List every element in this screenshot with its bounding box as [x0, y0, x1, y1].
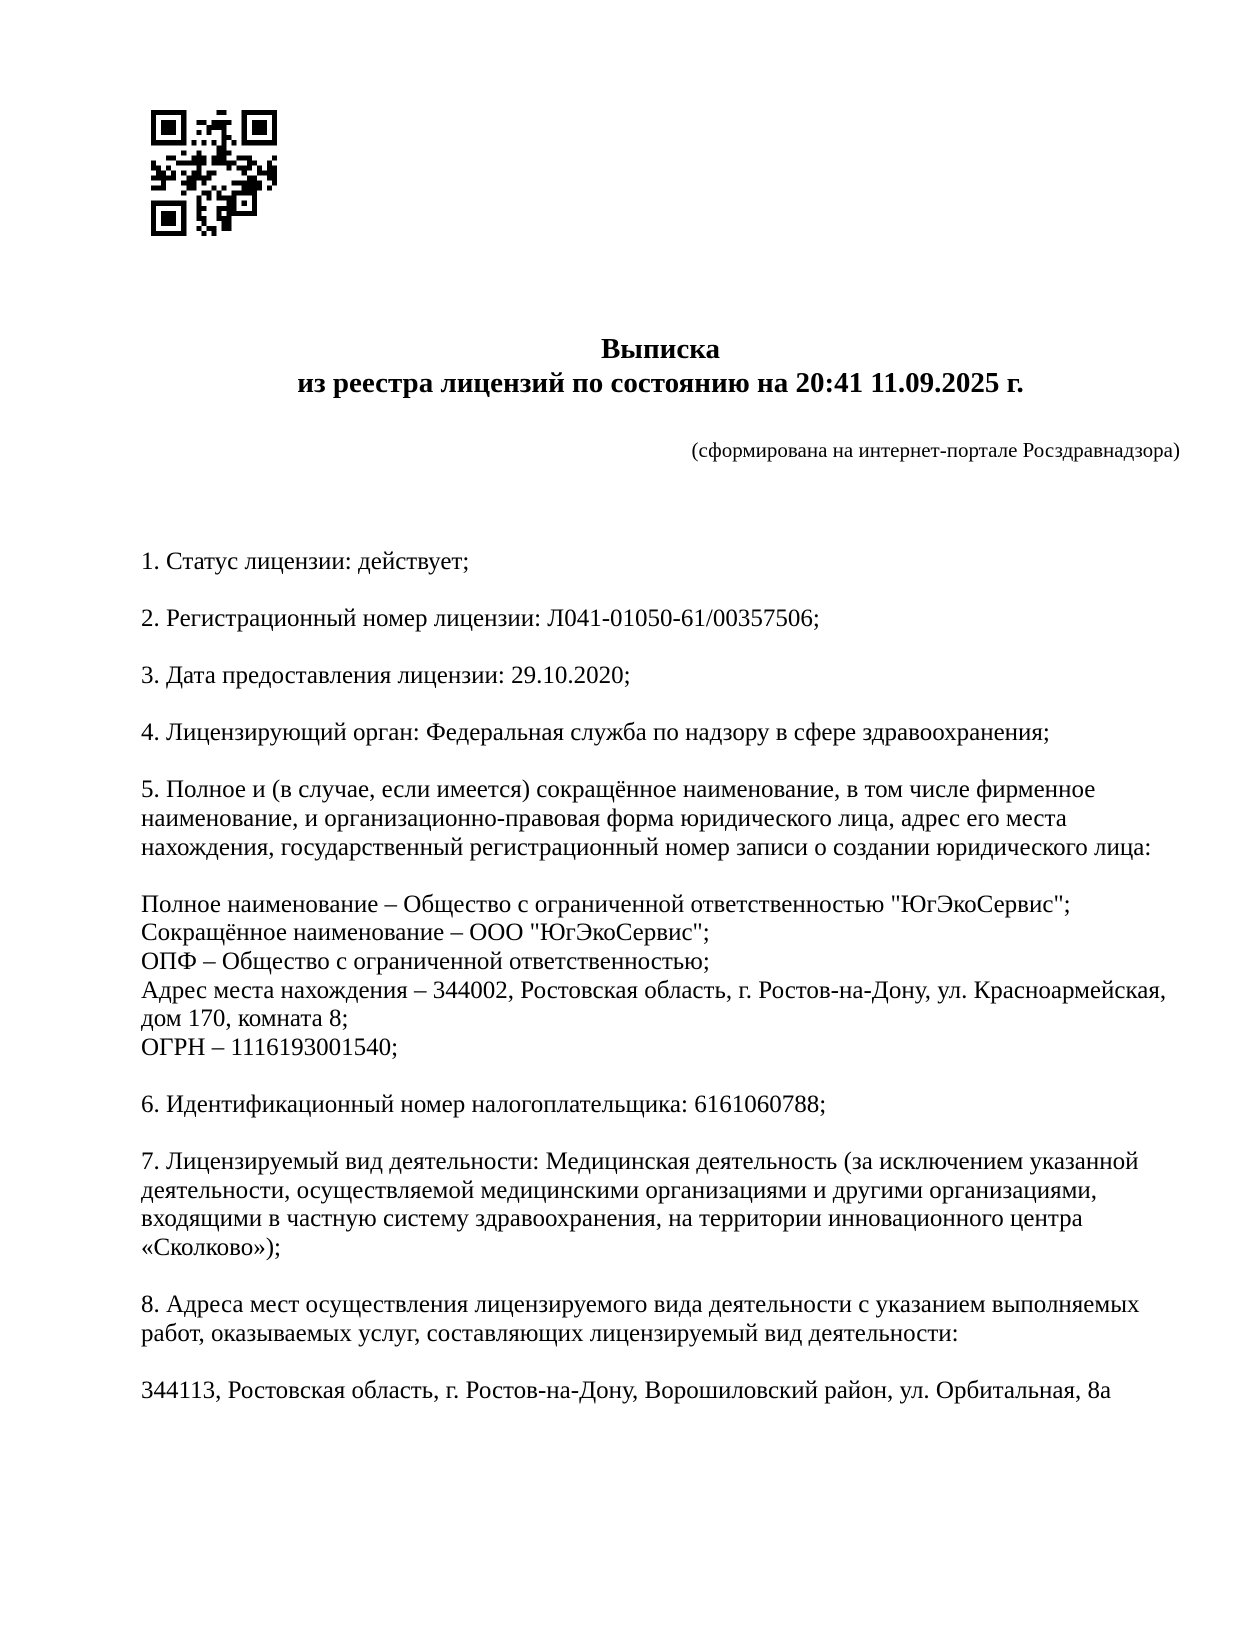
address-line: Адрес места нахождения – 344002, Ростовская область, г. Ростов-на-Дону, ул. Красноармейская,: [141, 976, 1167, 1004]
text-line: входящими в частную систему здравоохранения, на территории инновационного центра: [141, 1205, 1083, 1233]
legal-form-line: ОПФ – Общество с ограниченной ответственностью;: [141, 947, 710, 975]
text-line: 8. Адреса мест осуществления лицензируемого вида деятельности с указанием выполняемых: [141, 1291, 1140, 1319]
document-subtitle: (сформирована на интернет-портале Росздравнадзора): [691, 438, 1180, 462]
short-name-line: Сокращённое наименование – ООО "ЮгЭкоСервис";: [141, 919, 710, 947]
text-line: 5. Полное и (в случае, если имеется) сокращённое наименование, в том числе фирменное: [141, 776, 1096, 804]
text-line: 6. Идентификационный номер налогоплательщика: 6161060788;: [141, 1090, 827, 1118]
ogrn-line: ОГРН – 1116193001540;: [141, 1033, 399, 1061]
text-line: работ, оказываемых услуг, составляющих лицензируемый вид деятельности:: [141, 1319, 959, 1347]
text-line: 4. Лицензирующий орган: Федеральная служба по надзору в сфере здравоохранения;: [141, 719, 1050, 747]
title-line-2: из реестра лицензий по состоянию на 20:41 11.09.2025 г.: [297, 367, 1024, 399]
text-line: нахождения, государственный регистрационный номер записи о создании юридического лица:: [141, 833, 1152, 861]
text-line: 7. Лицензируемый вид деятельности: Медицинская деятельность (за исключением указанной: [141, 1148, 1139, 1176]
text-line: 1. Статус лицензии: действует;: [141, 547, 470, 575]
text-line: 344113, Ростовская область, г. Ростов-на-Дону, Ворошиловский район, ул. Орбитальная, 8а: [141, 1376, 1112, 1404]
full-name-line: Полное наименование – Общество с ограниченной ответственностью "ЮгЭкоСервис";: [141, 890, 1071, 918]
address-line: дом 170, комната 8;: [141, 1005, 349, 1033]
document-title: [141, 332, 1180, 400]
document-body: [141, 519, 1180, 1434]
text-line: наименование, и организационно-правовая форма юридического лица, адрес его места: [141, 804, 1067, 832]
title-line-1: Выписка: [600, 333, 721, 365]
text-line: «Сколково»);: [141, 1233, 281, 1261]
text-line: деятельности, осуществляемой медицинскими организациями и другими организациями,: [141, 1176, 1098, 1204]
text-line: 3. Дата предоставления лицензии: 29.10.2020;: [141, 661, 631, 689]
text-line: 2. Регистрационный номер лицензии: Л041-01050-61/00357506;: [141, 604, 820, 632]
qr-code: [151, 110, 277, 236]
